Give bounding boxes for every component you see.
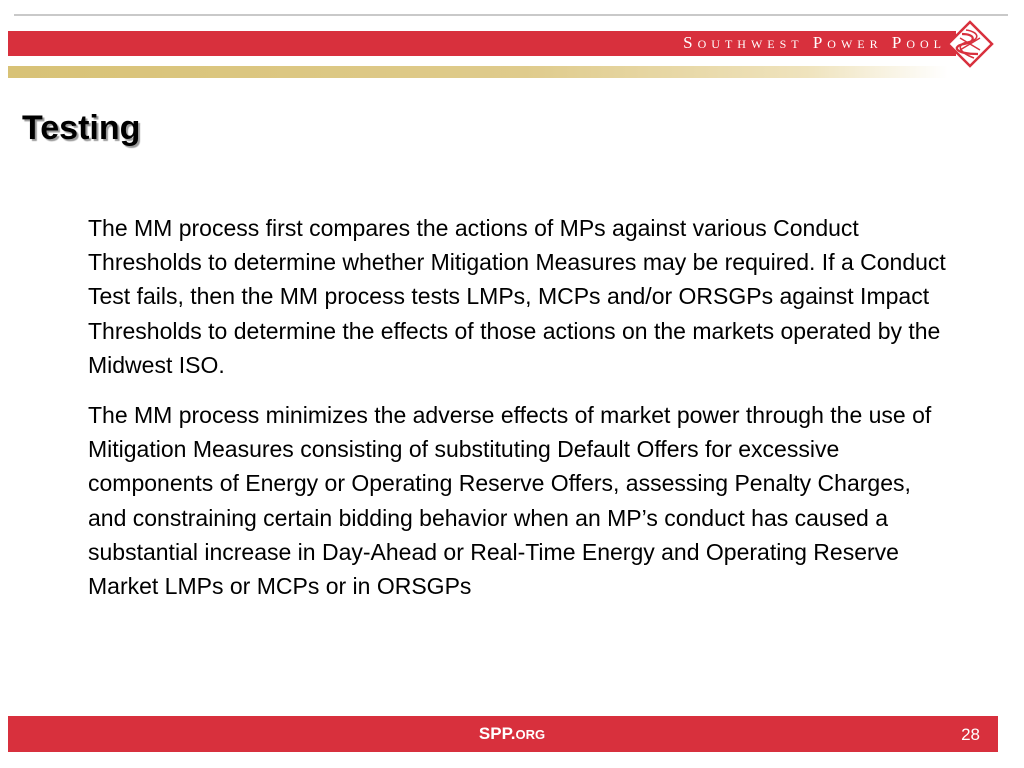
- footer-site-main: SPP.: [478, 724, 516, 743]
- gold-accent-band: [8, 66, 948, 78]
- slide-body: [88, 211, 948, 619]
- brand-name: Southwest Power Pool: [683, 33, 946, 52]
- body-paragraph-2: The MM process minimizes the adverse effects of market power through the use of Mitigation Measures consisting of substituting Default Offers for excessive components of Energy or Operating Reserve Offers, assessing Penalty Charges, and constraining certain bidding behavior when an MP’s conduct has caused a substantial increase in Day-Ahead or Real-Time Energy and Operating Reserve Market LMPs or MCPs or in ORSGPs: [88, 402, 932, 600]
- spp-diamond-logo-icon: [946, 20, 994, 68]
- slide-title: Testing: [22, 109, 141, 147]
- top-divider: [14, 14, 1008, 16]
- footer-site-suffix: ORG: [515, 727, 546, 742]
- footer-site-link[interactable]: [0, 724, 1024, 745]
- page-number: 28: [961, 725, 980, 744]
- body-paragraph-1: The MM process first compares the actions of MPs against various Conduct Thresholds to determine whether Mitigation Measures may be required. If a Conduct Test fails, then the MM process tests LMPs, MCPs and/or ORSGPs against Impact Thresholds to determine the effects of those actions on the markets operated by the Midwest ISO.: [88, 215, 946, 378]
